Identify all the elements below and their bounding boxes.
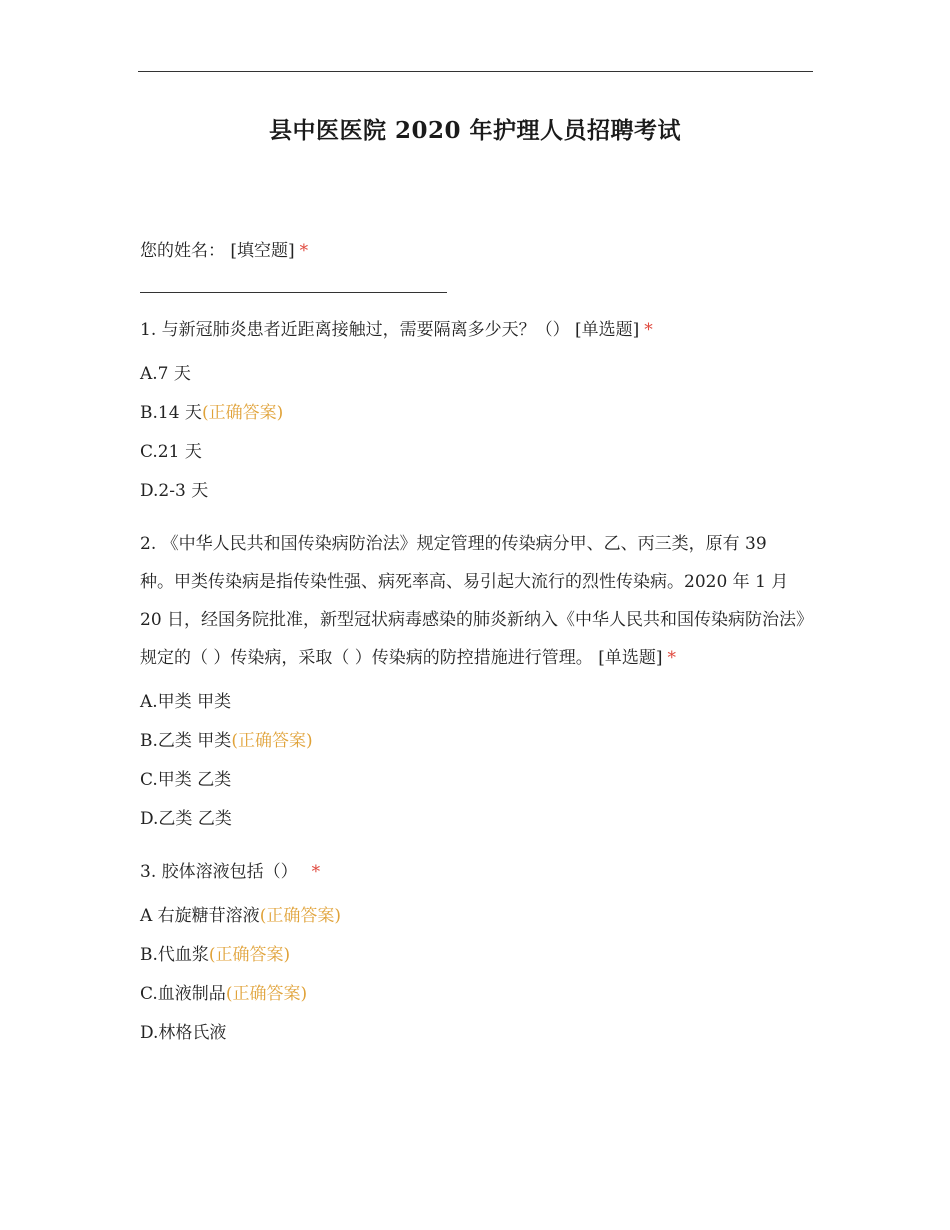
question-3-option-b[interactable] [140,936,805,975]
option-label: D.乙类 乙类 [140,809,232,829]
exam-content [140,232,805,1053]
question-1-option-b[interactable] [140,394,805,433]
correct-answer-tag: (正确答案) [225,984,308,1004]
question-2-option-b[interactable] [140,722,805,761]
option-label: B.14 天 [140,403,202,423]
question-1-option-a[interactable] [140,355,805,394]
question-2-text [140,525,805,677]
option-label: A.7 天 [140,364,191,384]
name-question [140,232,805,270]
question-3-text [140,853,805,891]
option-label: A 右旋糖苷溶液 [140,906,260,926]
exam-title: 县中医医院 2020 年护理人员招聘考试 [268,117,682,144]
question-2-option-d[interactable] [140,800,805,839]
correct-answer-tag: (正确答案) [231,731,313,751]
required-mark: * [299,241,309,261]
question-1-option-d[interactable] [140,472,805,511]
question-2-option-a[interactable] [140,683,805,722]
option-label: C.21 天 [140,442,202,462]
question-1-stem: 1. 与新冠肺炎患者近距离接触过，需要隔离多少天？（） [单选题] [140,320,640,340]
question-2-stem: 2. 《中华人民共和国传染病防治法》规定管理的传染病分甲、乙、丙三类，原有 39 种。甲类传染病是指传染性强、病死率高、易引起大流行的烈性传染病。2020 年 1 月 20 日，经国务院批准，新型冠状病毒感染的肺炎新纳入《中华人民共和国传染病防治法》规定的（ ）传染病，采取（ ）传染病的防控措施进行管理。 [单选题] [140,534,805,668]
option-label: D.林格氏液 [140,1023,227,1043]
option-label: B.乙类 甲类 [140,731,232,751]
required-mark: * [311,862,321,882]
required-mark: * [667,648,676,668]
option-label: A.甲类 甲类 [140,692,232,712]
required-mark: * [644,320,653,340]
option-label: B.代血浆 [140,945,209,965]
question-1-option-c[interactable] [140,433,805,472]
question-2-option-c[interactable] [140,761,805,800]
question-3-stem: 3. 胶体溶液包括（） [140,862,298,882]
option-label: D.2-3 天 [140,481,209,501]
question-3-option-c[interactable] [140,975,805,1014]
correct-answer-tag: (正确答案) [259,906,341,926]
name-label: 您的姓名： [140,241,225,261]
option-label: C.甲类 乙类 [140,770,232,790]
option-label: C.血液制品 [140,984,226,1004]
correct-answer-tag: (正确答案) [201,403,284,423]
question-3-option-a[interactable] [140,897,805,936]
name-answer-line[interactable] [140,292,447,293]
correct-answer-tag: (正确答案) [208,945,291,965]
header-rule [138,71,813,72]
question-1-text [140,311,805,349]
name-type-tag: [填空题] [230,241,295,261]
question-3-option-d[interactable] [140,1014,805,1053]
